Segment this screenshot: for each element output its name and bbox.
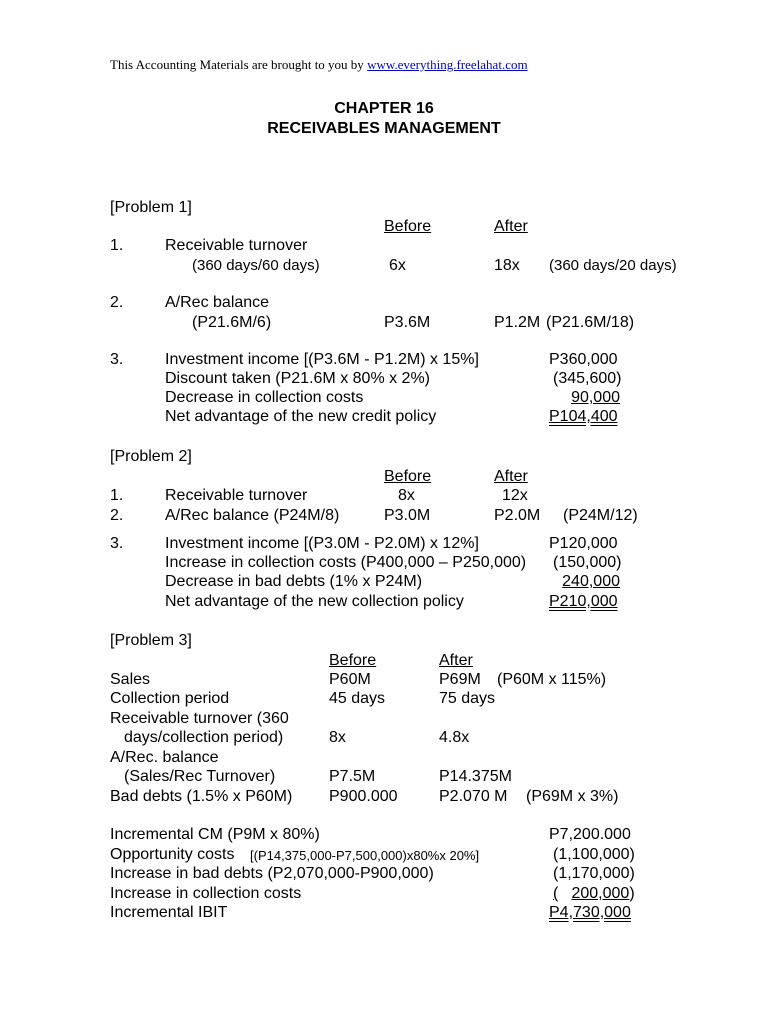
chapter-title: RECEIVABLES MANAGEMENT <box>267 120 501 137</box>
problem-1-label: [Problem 1] <box>110 199 192 216</box>
p1-turnover-after: 18x <box>494 257 520 274</box>
p2-turnover-before: 8x <box>398 487 415 504</box>
p1-ar-after: P1.2M <box>494 314 541 331</box>
p3-receivable-turnover-label-cont: days/collection period) <box>124 729 284 746</box>
p3-collection-costs-value-open: ( <box>553 885 559 902</box>
source-link[interactable]: www.everything.freelahat.com <box>367 57 528 72</box>
p3-collection-costs-value-amount: 200,000 <box>571 885 630 902</box>
p2-net-advantage-label: Net advantage of the new collection policy <box>165 593 464 610</box>
p2-investment-income-label: Investment income [(P3.0M - P2.0M) x 12%] <box>165 535 479 552</box>
p2-bad-debts-value: 240,000 <box>562 573 620 590</box>
p3-collection-period-label: Collection period <box>110 690 230 707</box>
p3-ar-balance-label-cont: (Sales/Rec Turnover) <box>124 768 276 785</box>
p1-item-2-number: 2. <box>110 294 124 311</box>
p3-collection-period-before: 45 days <box>329 690 386 707</box>
p3-ar-balance-label: A/Rec. balance <box>110 749 219 766</box>
p3-sales-after: P69M <box>439 671 481 688</box>
p2-investment-income-value: P120,000 <box>549 535 618 552</box>
p3-receivable-turnover-label: Receivable turnover (360 <box>110 710 289 727</box>
p2-ar-balance-label: A/Rec balance (P24M/8) <box>165 507 340 524</box>
p2-ar-after-formula: (P24M/12) <box>563 507 638 524</box>
p3-bad-debts-before: P900.000 <box>329 788 398 805</box>
p3-collection-period-after: 75 days <box>439 690 496 707</box>
p1-investment-income-value: P360,000 <box>549 351 618 368</box>
p2-after-header: After <box>494 468 528 485</box>
p2-receivable-turnover-label: Receivable turnover <box>165 487 308 504</box>
p1-ar-after-formula: (P21.6M/18) <box>546 314 635 331</box>
p2-ar-before: P3.0M <box>384 507 431 524</box>
p3-bad-debts-increase-value: (1,170,000) <box>553 865 635 882</box>
p1-item-1-number: 1. <box>110 237 124 254</box>
p3-turnover-after: 4.8x <box>439 729 470 746</box>
p3-bad-debts-after: P2.070 M <box>439 788 508 805</box>
p3-collection-costs-value-close: ) <box>629 885 635 902</box>
p3-incremental-cm-label: Incremental CM (P9M x 80%) <box>110 826 320 843</box>
source-text: This Accounting Materials are brought to you by <box>110 57 368 72</box>
source-header <box>110 56 528 74</box>
problem-2-label: [Problem 2] <box>110 448 192 465</box>
p3-turnover-before: 8x <box>329 729 346 746</box>
p1-item-3-number: 3. <box>110 351 124 368</box>
p2-ar-after: P2.0M <box>494 507 541 524</box>
p2-before-header: Before <box>384 468 432 485</box>
p1-net-advantage-label: Net advantage of the new credit policy <box>165 408 437 425</box>
p1-receivable-turnover-label: Receivable turnover <box>165 237 308 254</box>
p3-ar-before: P7.5M <box>329 768 376 785</box>
p2-net-advantage-value: P210,000 <box>549 593 618 610</box>
p1-discount-label: Discount taken (P21.6M x 80% x 2%) <box>165 370 431 387</box>
p1-net-advantage-value: P104,400 <box>549 408 618 425</box>
p2-item-3-number: 3. <box>110 535 124 552</box>
p3-incremental-ibit-label: Incremental IBIT <box>110 904 228 921</box>
p1-collection-costs-value: 90,000 <box>571 389 620 406</box>
p2-turnover-after: 12x <box>502 487 528 504</box>
p1-before-header: Before <box>384 218 432 235</box>
p1-receivable-turnover-formula: (360 days/60 days) <box>192 257 320 274</box>
p3-bad-debts-increase-label: Increase in bad debts (P2,070,000-P900,000) <box>110 865 434 882</box>
p3-sales-after-formula: (P60M x 115%) <box>497 671 607 688</box>
p1-ar-balance-formula: (P21.6M/6) <box>192 314 272 331</box>
p1-turnover-after-formula: (360 days/20 days) <box>549 257 677 274</box>
p2-bad-debts-label: Decrease in bad debts (1% x P24M) <box>165 573 423 590</box>
problem-3-label: [Problem 3] <box>110 632 192 649</box>
p1-turnover-before: 6x <box>389 257 406 274</box>
chapter-number: CHAPTER 16 <box>334 100 434 117</box>
p3-sales-before: P60M <box>329 671 371 688</box>
p2-item-1-number: 1. <box>110 487 124 504</box>
p1-after-header: After <box>494 218 528 235</box>
p3-incremental-ibit-value: P4,730,000 <box>549 904 631 921</box>
p3-opportunity-costs-formula: [(P14,375,000-P7,500,000)x80%x 20%] <box>250 848 480 863</box>
p3-collection-costs-value <box>553 885 635 903</box>
p3-ar-after: P14.375M <box>439 768 512 785</box>
p3-bad-debts-after-formula: (P69M x 3%) <box>526 788 619 805</box>
p2-item-2-number: 2. <box>110 507 124 524</box>
p1-investment-income-label: Investment income [(P3.6M - P1.2M) x 15%] <box>165 351 479 368</box>
p3-incremental-cm-value: P7,200.000 <box>549 826 631 843</box>
p3-bad-debts-label: Bad debts (1.5% x P60M) <box>110 788 293 805</box>
p3-collection-costs-label: Increase in collection costs <box>110 885 302 902</box>
p2-collection-costs-value: (150,000) <box>553 554 622 571</box>
p1-discount-value: (345,600) <box>553 370 622 387</box>
p3-sales-label: Sales <box>110 671 151 688</box>
p1-collection-costs-label: Decrease in collection costs <box>165 389 364 406</box>
p3-opportunity-costs-value: (1,100,000) <box>553 846 635 863</box>
p3-opportunity-costs-label: Opportunity costs <box>110 846 235 863</box>
p2-collection-costs-label: Increase in collection costs (P400,000 – P250,000) <box>165 554 527 571</box>
p3-after-header: After <box>439 652 473 669</box>
p1-ar-before: P3.6M <box>384 314 431 331</box>
p3-before-header: Before <box>329 652 377 669</box>
p1-ar-balance-label: A/Rec balance <box>165 294 270 311</box>
